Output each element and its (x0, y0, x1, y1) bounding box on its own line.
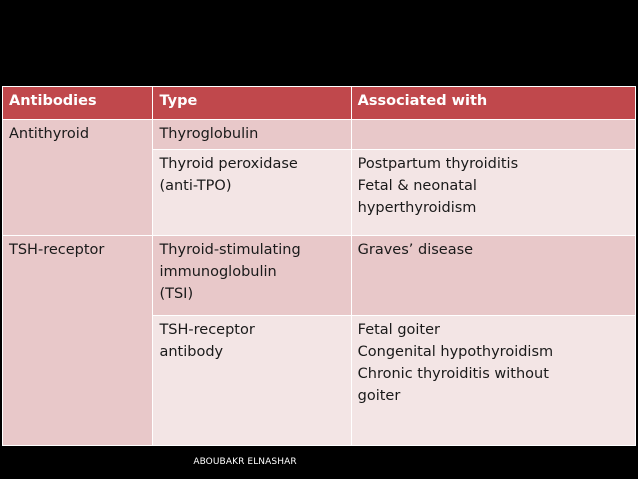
associated-text: Chronic thyroiditis without (357, 366, 549, 382)
header-associated-with: Associated with (351, 87, 635, 120)
header-type: Type (153, 87, 351, 120)
antibody-name: TSH-receptor (9, 242, 105, 258)
type-cell (153, 316, 351, 446)
type-text: TSH-receptor (159, 322, 255, 338)
type-text: (TSI) (159, 286, 194, 302)
type-text: Thyroid-stimulating (159, 242, 301, 258)
type-text: (anti-TPO) (159, 178, 232, 194)
type-text: antibody (159, 344, 224, 360)
associated-text: Fetal & neonatal (357, 178, 477, 194)
type-text: immunoglobulin (159, 264, 277, 280)
associated-text: Fetal goiter (357, 322, 440, 338)
type-cell (153, 150, 351, 236)
type-cell (153, 236, 351, 316)
antibody-name: Antithyroid (9, 126, 90, 142)
associated-text: Postpartum thyroiditis (357, 156, 519, 172)
type-text: Thyroid peroxidase (159, 156, 298, 172)
associated-cell (351, 316, 635, 446)
antibody-cell (3, 236, 153, 446)
type-cell (153, 120, 351, 150)
type-text: Thyroglobulin (159, 126, 259, 142)
header-antibodies: Antibodies (3, 87, 153, 120)
associated-text: hyperthyroidism (357, 200, 477, 216)
associated-cell (351, 236, 635, 316)
associated-text: Congenital hypothyroidism (357, 344, 554, 360)
antibody-cell (3, 120, 153, 236)
associated-text: goiter (357, 388, 401, 404)
footer-author: ABOUBAKR ELNASHAR (193, 457, 297, 467)
associated-cell (351, 120, 635, 150)
associated-text: Graves’ disease (357, 242, 474, 258)
table-row (3, 120, 636, 150)
associated-cell (351, 150, 635, 236)
table-header-row (3, 87, 636, 120)
antibody-table (2, 86, 636, 446)
table-row (3, 236, 636, 316)
